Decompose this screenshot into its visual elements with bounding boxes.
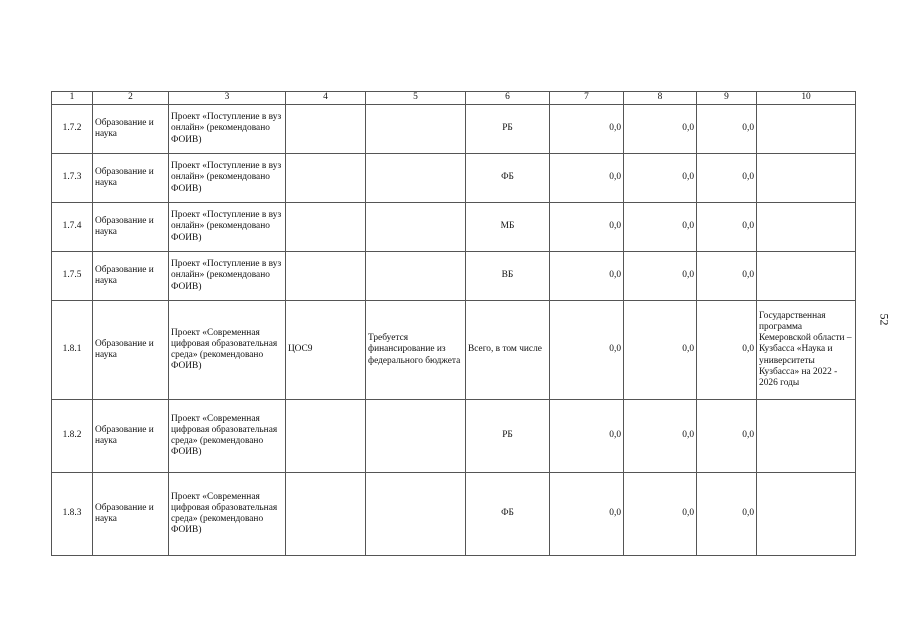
value-cell-7: 0,0: [550, 473, 624, 556]
value-cell-7: 0,0: [550, 252, 624, 301]
value-cell-7: 0,0: [550, 203, 624, 252]
value-cell-7: 0,0: [550, 105, 624, 154]
value-cell-9: 0,0: [697, 252, 757, 301]
project-cell: Проект «Поступление в вуз онлайн» (рекомендовано ФОИВ): [169, 154, 286, 203]
project-cell: Проект «Современная цифровая образовательная среда» (рекомендовано ФОИВ): [169, 400, 286, 473]
sector-cell: Образование и наука: [93, 203, 169, 252]
note-cell: [366, 400, 466, 473]
table-row: [52, 400, 856, 473]
program-cell: [757, 400, 856, 473]
row-number: 1.8.2: [52, 400, 93, 473]
note-cell: Требуется финансирование из федерального бюджета: [366, 301, 466, 400]
data-table: [51, 91, 856, 556]
code-cell: [286, 154, 366, 203]
project-cell: Проект «Поступление в вуз онлайн» (рекомендовано ФОИВ): [169, 203, 286, 252]
table-row: [52, 105, 856, 154]
value-cell-8: 0,0: [624, 252, 697, 301]
row-number: 1.7.4: [52, 203, 93, 252]
sector-cell: Образование и наука: [93, 301, 169, 400]
table-row: [52, 473, 856, 556]
program-cell: Государственная программа Кемеровской области – Кузбасса «Наука и университеты Кузбасса» на 2022 - 2026 годы: [757, 301, 856, 400]
program-cell: [757, 473, 856, 556]
page-number: 52: [877, 313, 892, 326]
value-cell-9: 0,0: [697, 154, 757, 203]
row-number: 1.8.1: [52, 301, 93, 400]
row-number: 1.7.2: [52, 105, 93, 154]
sector-cell: Образование и наука: [93, 154, 169, 203]
note-cell: [366, 203, 466, 252]
code-cell: [286, 203, 366, 252]
table-row: [52, 301, 856, 400]
column-header: 3: [169, 92, 286, 105]
sector-cell: Образование и наука: [93, 400, 169, 473]
note-cell: [366, 105, 466, 154]
table-row: [52, 252, 856, 301]
project-cell: Проект «Современная цифровая образовательная среда» (рекомендовано ФОИВ): [169, 473, 286, 556]
row-number: 1.7.3: [52, 154, 93, 203]
source-cell: ФБ: [466, 154, 550, 203]
value-cell-8: 0,0: [624, 105, 697, 154]
sector-cell: Образование и наука: [93, 252, 169, 301]
value-cell-9: 0,0: [697, 105, 757, 154]
column-header: 2: [93, 92, 169, 105]
sector-cell: Образование и наука: [93, 105, 169, 154]
program-cell: [757, 105, 856, 154]
note-cell: [366, 252, 466, 301]
code-cell: [286, 473, 366, 556]
value-cell-8: 0,0: [624, 203, 697, 252]
column-header: 5: [366, 92, 466, 105]
header-row: [52, 92, 856, 105]
project-cell: Проект «Современная цифровая образовательная среда» (рекомендовано ФОИВ): [169, 301, 286, 400]
table-row: [52, 154, 856, 203]
code-cell: [286, 252, 366, 301]
value-cell-8: 0,0: [624, 301, 697, 400]
code-cell: ЦОС9: [286, 301, 366, 400]
column-header: 7: [550, 92, 624, 105]
column-header: 9: [697, 92, 757, 105]
note-cell: [366, 473, 466, 556]
value-cell-9: 0,0: [697, 203, 757, 252]
program-cell: [757, 154, 856, 203]
value-cell-9: 0,0: [697, 473, 757, 556]
value-cell-9: 0,0: [697, 400, 757, 473]
column-header: 6: [466, 92, 550, 105]
note-cell: [366, 154, 466, 203]
project-cell: Проект «Поступление в вуз онлайн» (рекомендовано ФОИВ): [169, 252, 286, 301]
column-header: 8: [624, 92, 697, 105]
column-header: 10: [757, 92, 856, 105]
value-cell-9: 0,0: [697, 301, 757, 400]
column-header: 4: [286, 92, 366, 105]
value-cell-7: 0,0: [550, 301, 624, 400]
value-cell-8: 0,0: [624, 473, 697, 556]
program-cell: [757, 252, 856, 301]
column-header: 1: [52, 92, 93, 105]
row-number: 1.8.3: [52, 473, 93, 556]
value-cell-8: 0,0: [624, 400, 697, 473]
program-cell: [757, 203, 856, 252]
project-cell: Проект «Поступление в вуз онлайн» (рекомендовано ФОИВ): [169, 105, 286, 154]
value-cell-7: 0,0: [550, 400, 624, 473]
sector-cell: Образование и наука: [93, 473, 169, 556]
source-cell: МБ: [466, 203, 550, 252]
source-cell: ФБ: [466, 473, 550, 556]
source-cell: РБ: [466, 105, 550, 154]
source-cell: ВБ: [466, 252, 550, 301]
source-cell: РБ: [466, 400, 550, 473]
value-cell-7: 0,0: [550, 154, 624, 203]
row-number: 1.7.5: [52, 252, 93, 301]
code-cell: [286, 400, 366, 473]
value-cell-8: 0,0: [624, 154, 697, 203]
table-row: [52, 203, 856, 252]
code-cell: [286, 105, 366, 154]
source-cell: Всего, в том числе: [466, 301, 550, 400]
